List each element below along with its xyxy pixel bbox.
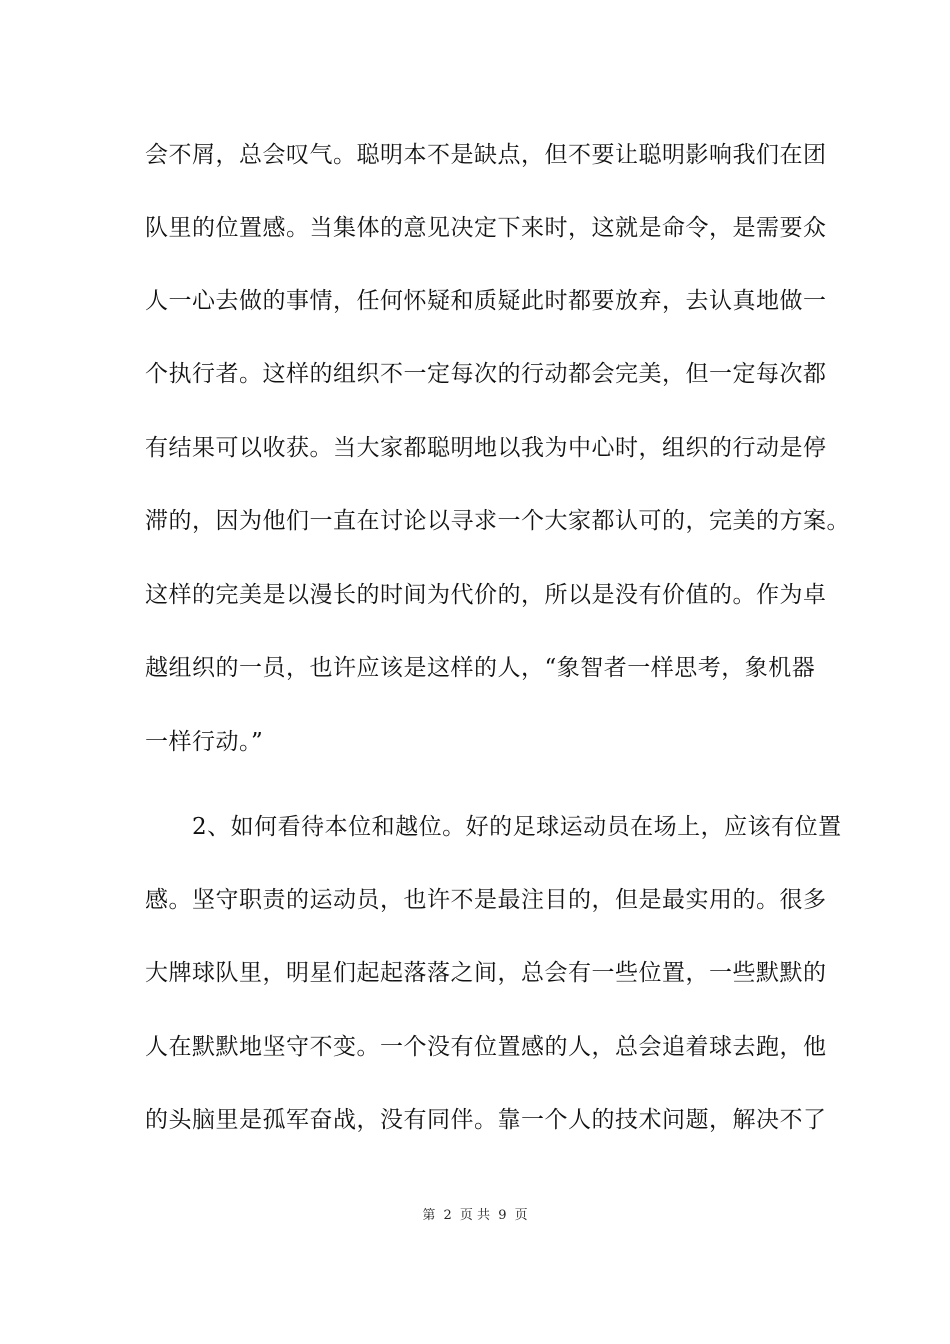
text-line: 一样行动。” xyxy=(145,729,264,755)
footer-middle: 页 共 xyxy=(459,1208,491,1223)
footer-page-number: 2 xyxy=(443,1208,452,1223)
text-line: 2、如何看待本位和越位。好的足球运动员在场上，应该有位置 xyxy=(145,814,842,840)
text-line: 大牌球队里，明星们起起落落之间，总会有一些位置，一些默默的 xyxy=(145,960,827,986)
text-line: 的头脑里是孤军奋战，没有同伴。靠一个人的技术问题，解决不了 xyxy=(145,1107,827,1133)
text-line: 个执行者。这样的组织不一定每次的行动都会完美，但一定每次都 xyxy=(145,361,827,387)
text-line: 越组织的一员，也许应该是这样的人，“象智者一样思考，象机器 xyxy=(145,655,816,681)
text-line: 队里的位置感。当集体的意见决定下来时，这就是命令，是需要众 xyxy=(145,215,827,241)
text-line: 这样的完美是以漫长的时间为代价的，所以是没有价值的。作为卓 xyxy=(145,582,827,608)
text-line: 人在默默地坚守不变。一个没有位置感的人，总会追着球去跑，他 xyxy=(145,1034,827,1060)
footer-prefix: 第 xyxy=(422,1208,436,1223)
footer-total-pages: 9 xyxy=(498,1208,507,1223)
text-line: 有结果可以收获。当大家都聪明地以我为中心时，组织的行动是停 xyxy=(145,435,827,461)
footer-suffix: 页 xyxy=(514,1208,528,1223)
page-number-footer xyxy=(0,1207,950,1225)
text-line: 感。坚守职责的运动员，也许不是最注目的，但是最实用的。很多 xyxy=(145,887,827,913)
text-line: 滞的，因为他们一直在讨论以寻求一个大家都认可的，完美的方案。 xyxy=(145,508,850,534)
text-line: 人一心去做的事情，任何怀疑和质疑此时都要放弃，去认真地做一 xyxy=(145,288,827,314)
text-line: 会不屑，总会叹气。聪明本不是缺点，但不要让聪明影响我们在团 xyxy=(145,142,827,168)
